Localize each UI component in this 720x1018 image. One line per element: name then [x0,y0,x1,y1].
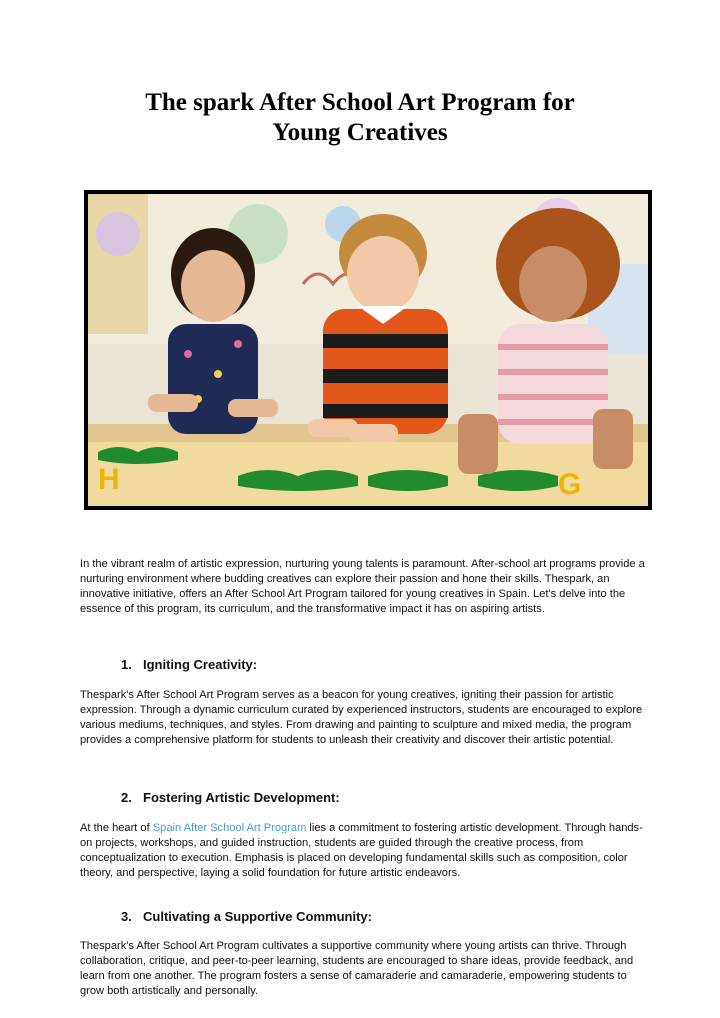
section-number-3: 3. [121,909,132,924]
children-art-class-photo [88,194,648,506]
title-line-2: Young Creatives [272,119,448,146]
section-title-2: Fostering Artistic Development: [143,790,340,805]
title-line-1: The spark After School Art Program for [145,89,575,116]
section-heading-3 [121,909,372,924]
section-number-1: 1. [121,657,132,672]
section-body-3: Thespark's After School Art Program cultivates a supportive community where young artists can thrive. Through collaboration, critique, and peer-to-peer learning, students are encouraged to share ideas, provide feedback, and learn from one another. The program fosters a sense of camaraderie and camaraderie, empowering students to grow both artistically and personally. [80,940,634,997]
section-body-2-prefix: At the heart of [80,822,153,834]
spain-art-program-link[interactable]: Spain After School Art Program [152,822,307,834]
section-heading-1 [121,657,257,672]
section-number-2: 2. [121,790,132,805]
section-title-1: Igniting Creativity: [143,657,258,672]
intro-paragraph: In the vibrant realm of artistic expression, nurturing young talents is paramount. After-school art programs provide a nurturing environment where budding creatives can explore their passion and hone their skills. Thespark, an innovative initiative, offers an After School Art Program tailored for young creatives in Spain. Let's delve into the essence of this program, its curriculum, and the transformative impact it has on aspiring artists. [80,558,645,615]
svg-text:G: G [558,468,582,501]
section-body-2-suffix: lies a commitment to fostering artistic development. Through hands-on projects, workshops, and guided instruction, students are guided through the creative process, from conceptualization to execution. Emphasis is placed on developing fundamental skills such as composition, color theory, and perspective, laying a solid foundation for future artistic endeavors. [80,822,643,879]
section-body-1: Thespark's After School Art Program serves as a beacon for young creatives, igniting their passion for artistic expression. Through a dynamic curriculum curated by experienced instructors, students are encouraged to explore various mediums, techniques, and styles. From drawing and painting to sculpture and mixed media, the program provides a comprehensive platform for students to unleash their creativity and discover their artistic potential. [80,689,643,746]
document-title [100,88,620,148]
section-body-2 [80,821,645,881]
section-heading-2 [121,790,340,805]
svg-text:H: H [98,463,120,496]
section-title-3: Cultivating a Supportive Community: [143,909,372,924]
hero-photo-frame [84,190,652,510]
